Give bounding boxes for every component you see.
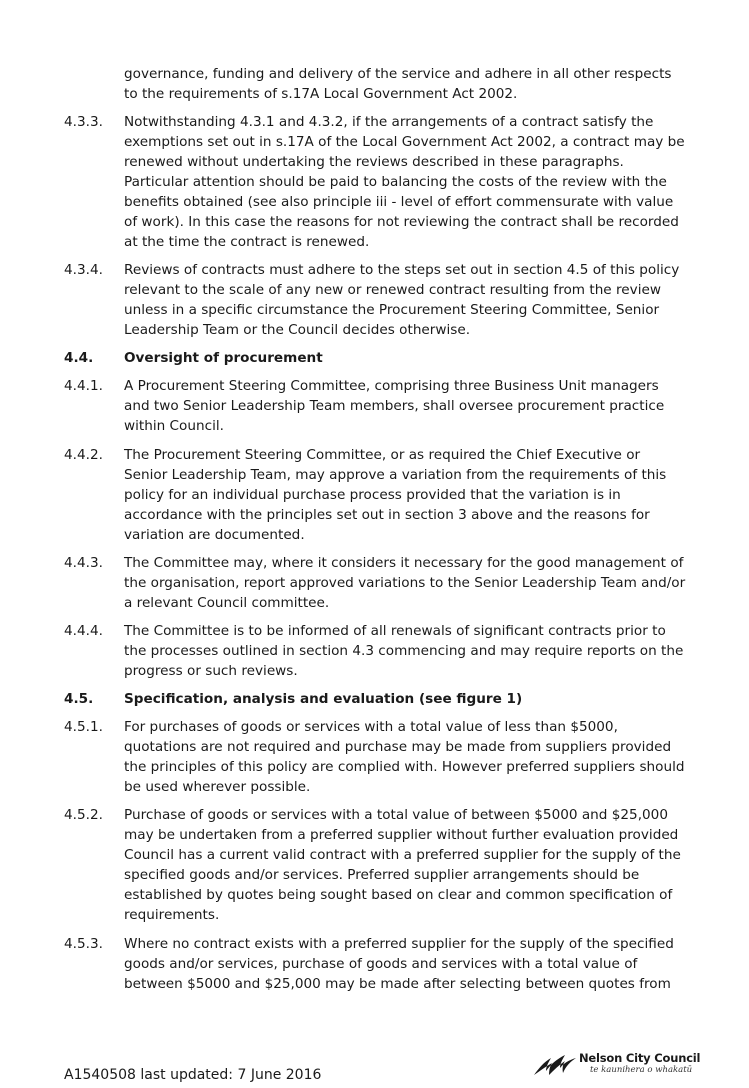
- paragraph-text: The Committee may, where it considers it necessary for the good management of the organisation, report approved variations to the Senior Leadership Team and/or a relevant Council committee.: [124, 555, 686, 611]
- paragraph-4-4-3: [64, 553, 694, 613]
- paragraph-text: Reviews of contracts must adhere to the steps set out in section 4.5 of this policy relevant to the scale of any new or renewed contract resulting from the review unless in a specific circumstance the Procurement Steering Committee, Senior Leadership Team or the Council decides otherwise.: [124, 262, 680, 338]
- paragraph-number: 4.3.4.: [64, 262, 103, 278]
- paragraph-number: 4.4.1.: [64, 378, 103, 394]
- paragraph-text: Purchase of goods or services with a total value of between $5000 and $25,000 may be undertaken from a preferred supplier without further evaluation provided Council has a current valid contract with a preferred supplier for the supply of the specified goods and/or services. Preferred supplier arrangements should be established by quotes being sought based on clear and common specification of requirements.: [124, 807, 681, 923]
- paragraph-4-5-2: [64, 805, 694, 925]
- paragraph-number: 4.3.3.: [64, 114, 103, 130]
- paragraph-number: 4.4.4.: [64, 623, 103, 639]
- section-heading-4-4: [64, 348, 694, 368]
- paragraph-number: 4.4.3.: [64, 555, 103, 571]
- section-number: 4.4.: [64, 350, 94, 366]
- paragraph-4-4-2: [64, 445, 694, 545]
- paragraph-text: Where no contract exists with a preferred supplier for the supply of the specified goods and/or services, purchase of goods and services with a total value of between $5000 and $25,000 may be made after selecting between quotes from: [124, 936, 674, 992]
- paragraph-4-4-1: [64, 376, 694, 436]
- paragraph-text: For purchases of goods or services with a total value of less than $5000, quotations are not required and purchase may be made from suppliers provided the principles of this policy are complied with. However preferred suppliers should be used wherever possible.: [124, 719, 685, 795]
- paragraph-number: 4.5.2.: [64, 807, 103, 823]
- section-heading-4-5: [64, 689, 694, 709]
- council-logo-icon: [533, 1052, 577, 1076]
- paragraph-continuation: [64, 64, 694, 104]
- paragraph-text: Notwithstanding 4.3.1 and 4.3.2, if the arrangements of a contract satisfy the exemptions set out in s.17A of the Local Government Act 2002, a contract may be renewed without undertaking the reviews described in these paragraphs. Particular attention should be paid to balancing the costs of the review with the benefits obtained (see also principle iii - level of effort commensurate with value of work). In this case the reasons for not reviewing the contract shall be recorded at the time the contract is renewed.: [124, 114, 685, 250]
- paragraph-4-3-4: [64, 260, 694, 340]
- paragraph-text: governance, funding and delivery of the service and adhere in all other respects to the requirements of s.17A Local Government Act 2002.: [124, 66, 672, 102]
- paragraph-4-3-3: [64, 112, 694, 252]
- section-title: Oversight of procurement: [124, 350, 323, 366]
- paragraph-text: The Committee is to be informed of all renewals of significant contracts prior to the processes outlined in section 4.3 commencing and may require reports on the progress or such reviews.: [124, 623, 684, 679]
- council-logo: [533, 1049, 701, 1079]
- paragraph-4-5-3: [64, 934, 694, 994]
- council-tagline: te kaunihera o whakatū: [590, 1065, 693, 1075]
- paragraph-text: A Procurement Steering Committee, comprising three Business Unit managers and two Senior Leadership Team members, shall oversee procurement practice within Council.: [124, 378, 665, 434]
- paragraph-text: The Procurement Steering Committee, or as required the Chief Executive or Senior Leadership Team, may approve a variation from the requirements of this policy for an individual purchase process provided that the variation is in accordance with the principles set out in section 3 above and the reasons for variation are documented.: [124, 447, 667, 543]
- footer-document-id: A1540508 last updated: 7 June 2016: [64, 1067, 322, 1083]
- paragraph-4-4-4: [64, 621, 694, 681]
- paragraph-number: 4.5.1.: [64, 719, 103, 735]
- section-number: 4.5.: [64, 691, 94, 707]
- council-name: Nelson City Council: [579, 1051, 701, 1065]
- paragraph-number: 4.4.2.: [64, 447, 103, 463]
- paragraph-number: 4.5.3.: [64, 936, 103, 952]
- paragraph-4-5-1: [64, 717, 694, 797]
- section-title: Specification, analysis and evaluation (see figure 1): [124, 691, 523, 707]
